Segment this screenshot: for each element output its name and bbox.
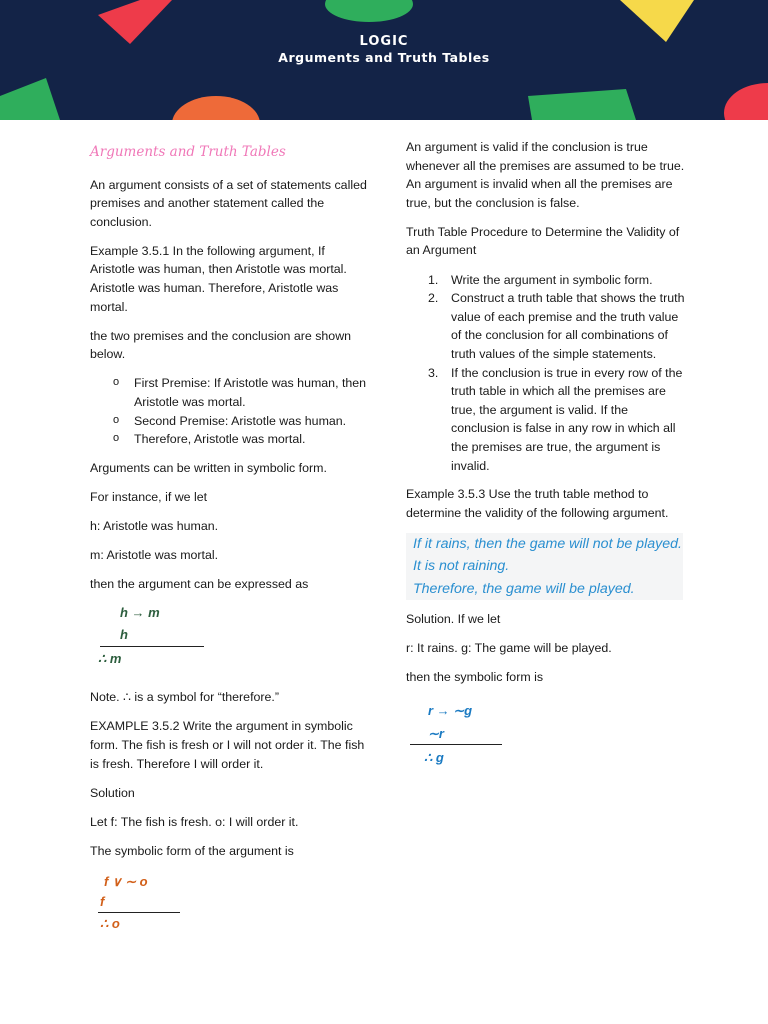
divider-line: [98, 912, 180, 913]
paragraph: For instance, if we let: [90, 489, 208, 504]
red-circle: [724, 83, 768, 120]
conclusion: ∴ g: [424, 749, 444, 765]
paragraph: Solution: [90, 785, 135, 800]
symbolic-argument-3: [406, 698, 688, 768]
list-item: o First Premise: If Aristotle was human, then Aristotle was mortal.: [134, 374, 372, 411]
premise-1: r → ∼g: [428, 702, 473, 718]
green-shape-right: [528, 89, 636, 120]
divider-line: [100, 646, 204, 647]
step-number: 1.: [428, 272, 439, 287]
argument-line: It is not raining.: [413, 558, 510, 575]
paragraph: then the symbolic form is: [406, 670, 544, 685]
premise-list: [90, 374, 372, 448]
argument-line: Therefore, the game will be played.: [413, 580, 635, 597]
list-item: [428, 364, 688, 476]
paragraph: the two premises and the conclusion are shown below.: [90, 328, 352, 362]
procedure-steps: [406, 271, 688, 476]
paragraph: An argument consists of a set of statements called premises and another statement called the conclusion.: [90, 177, 367, 229]
left-column: [90, 140, 372, 941]
symbolic-argument-1: [90, 604, 372, 688]
header-banner: [0, 0, 768, 120]
list-item: [428, 289, 688, 363]
premise-1: f ∨ ∼ o: [104, 873, 148, 889]
paragraph: Truth Table Procedure to Determine the Validity of an Argument: [406, 224, 680, 258]
premise-2: h: [120, 627, 128, 643]
symbolic-argument-2: [90, 871, 372, 941]
argument-box: [406, 533, 683, 601]
step-number: 3.: [428, 365, 439, 380]
conclusion: ∴ o: [100, 915, 120, 931]
list-item: [428, 271, 688, 290]
banner-subtitle: Arguments and Truth Tables: [278, 50, 490, 65]
paragraph: Note. ∴ is a symbol for “therefore.”: [90, 690, 279, 705]
paragraph: h: Aristotle was human.: [90, 519, 219, 533]
argument-line: If it rains, then the game will not be played.: [413, 535, 682, 552]
paragraph: r: It rains. g: The game will be played.: [406, 641, 612, 656]
divider-line: [410, 744, 502, 745]
paragraph: EXAMPLE 3.5.2 Write the argument in symbolic form. The fish is fresh or I will not order it. The fish is fresh. Therefore I will order it.: [90, 719, 365, 771]
list-item: o Second Premise: Aristotle was human.: [134, 412, 372, 431]
premise-1: h → m: [120, 605, 160, 621]
step-number: 2.: [428, 291, 439, 306]
banner-title: LOGIC: [359, 34, 409, 49]
paragraph: The symbolic form of the argument is: [90, 843, 294, 858]
conclusion: ∴ m: [98, 651, 122, 667]
step-text: If the conclusion is true in every row of the truth table in which all the premises are true, the argument is valid. If the conclusion is false in any row in which all the premises are true, the argument is invalid.: [451, 365, 683, 473]
step-text: Write the argument in symbolic form.: [451, 272, 653, 287]
green-circle: [325, 0, 413, 22]
orange-circle: [172, 96, 260, 120]
paragraph: An argument is valid if the conclusion is true whenever all the premises are assumed to be true. An argument is invalid when all the premises are true, but the conclusion is false.: [406, 140, 685, 210]
list-item: o Therefore, Aristotle was mortal.: [134, 430, 372, 449]
paragraph: Let f: The fish is fresh. o: I will order it.: [90, 814, 299, 829]
section-heading: Arguments and Truth Tables: [90, 144, 286, 160]
paragraph: Solution. If we let: [406, 612, 501, 627]
step-text: Construct a truth table that shows the truth value of each premise and the truth value of the conclusion for all combinations of truth values of the simple statements.: [451, 291, 685, 361]
premise-2: f: [100, 893, 105, 909]
paragraph: m: Aristotle was mortal.: [90, 548, 219, 563]
right-column: [406, 138, 688, 768]
green-shape-left: [0, 78, 60, 120]
paragraph: Arguments can be written in symbolic form.: [90, 460, 327, 475]
paragraph: then the argument can be expressed as: [90, 577, 309, 592]
paragraph: Example 3.5.1 In the following argument, If Aristotle was human, then Aristotle was mortal. Aristotle was human. Therefore, Aristotle was mortal.: [90, 243, 347, 314]
paragraph: Example 3.5.3 Use the truth table method to determine the validity of the following argument.: [406, 487, 669, 520]
premise-2: ∼r: [428, 725, 444, 741]
